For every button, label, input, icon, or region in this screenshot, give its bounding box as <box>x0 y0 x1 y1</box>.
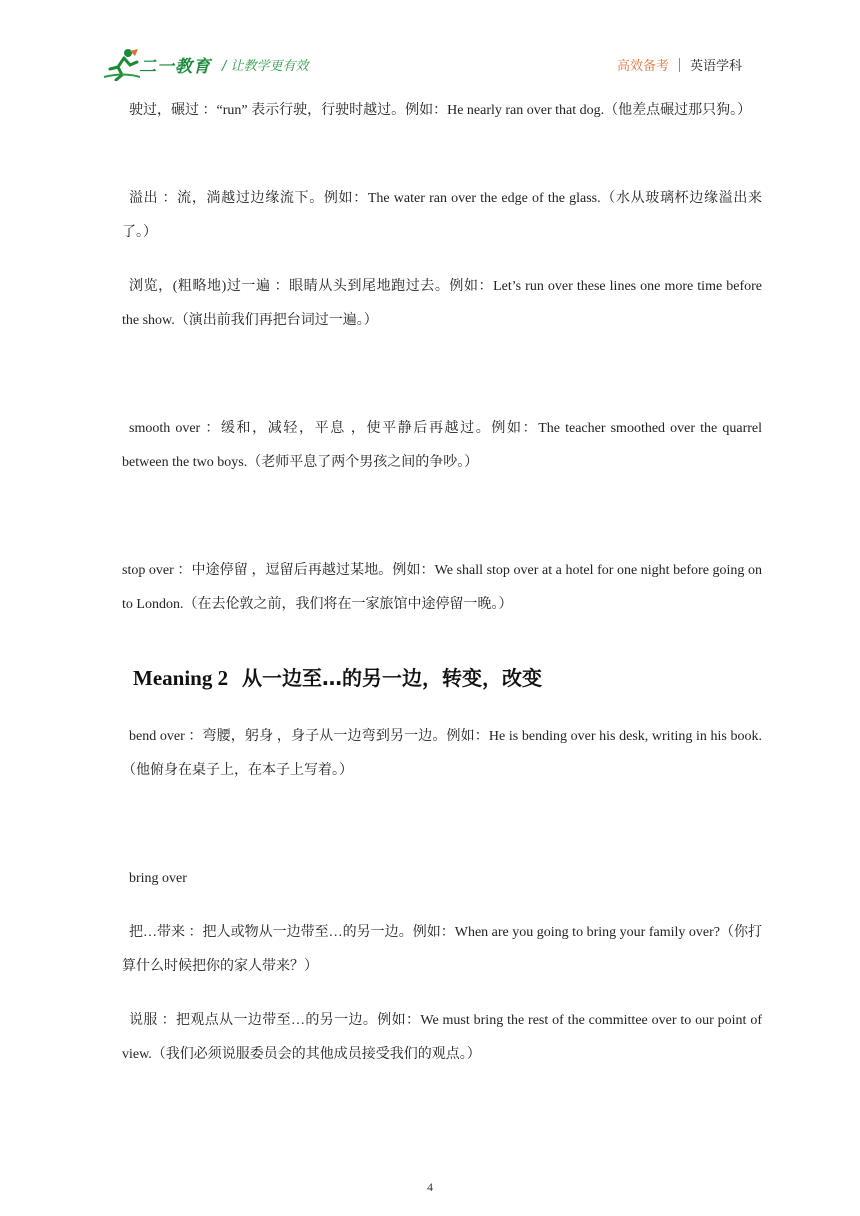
paragraph-bring-over-persuade: 说服 ：把观点从一边带至…的另一边。例如：We must bring the rest of the committee over to our point of view.（我们必须说服委员会的其他成员接受我们的观点。） <box>122 1013 762 1062</box>
page-number: 4 <box>427 1180 433 1194</box>
paragraph-bring-over: bring over <box>129 871 187 886</box>
paragraph-stop-over: stop over ：中途停留 ，逗留后再越过某地。例如：We shall stop over at a hotel for one night before going on to London.（在去伦敦之前，我们将在一家旅馆中途停留一晚。） <box>122 563 762 612</box>
section-label: Meaning 2 <box>133 666 229 690</box>
section-heading <box>133 662 542 691</box>
header-tags <box>617 55 742 74</box>
section-title: 从一边至…的另一边，转变，改变 <box>242 666 543 690</box>
paragraph-bring-over-bring: 把…带来 ：把人或物从一边带至…的另一边。例如：When are you going to bring your family over?（你打算什么时候把你的家人带来？） <box>122 925 762 974</box>
header-divider <box>679 58 680 72</box>
exam-tag: 高效备考 <box>616 59 669 74</box>
paragraph-run-over-review: 浏览，(粗略地)过一遍 ：眼睛从头到尾地跑过去。例如：Let’s run over these lines one more time before the show.（演出前我们再把台词过一遍。） <box>122 279 762 328</box>
paragraph-smooth-over: smooth over ：缓和，减轻，平息 ，使平静后再越过。例如：The teacher smoothed over the quarrel between the two boys.（老师平息了两个男孩之间的争吵。） <box>122 421 762 470</box>
page-header <box>0 0 860 90</box>
logo-text: 二一教育 <box>139 57 211 77</box>
paragraph-bend-over: bend over ：弯腰，躬身 ，身子从一边弯到另一边。例如：He is bending over his desk, writing in his book.（他俯身在桌子上，在本子上写着。） <box>122 729 762 778</box>
paragraph-run-over-drive: 驶过，碾过 ：“run” 表示行驶，行驶时越过。例如：He nearly ran over that dog.（他差点碾过那只狗。） <box>129 103 752 118</box>
header-slogan: / 让教学更有效 <box>222 59 309 74</box>
paragraph-run-over-overflow: 溢出 ：流，淌越过边缘流下。例如：The water ran over the edge of the glass.（水从玻璃杯边缘溢出来了。） <box>122 191 762 240</box>
subject-tag: 英语学科 <box>689 59 742 74</box>
